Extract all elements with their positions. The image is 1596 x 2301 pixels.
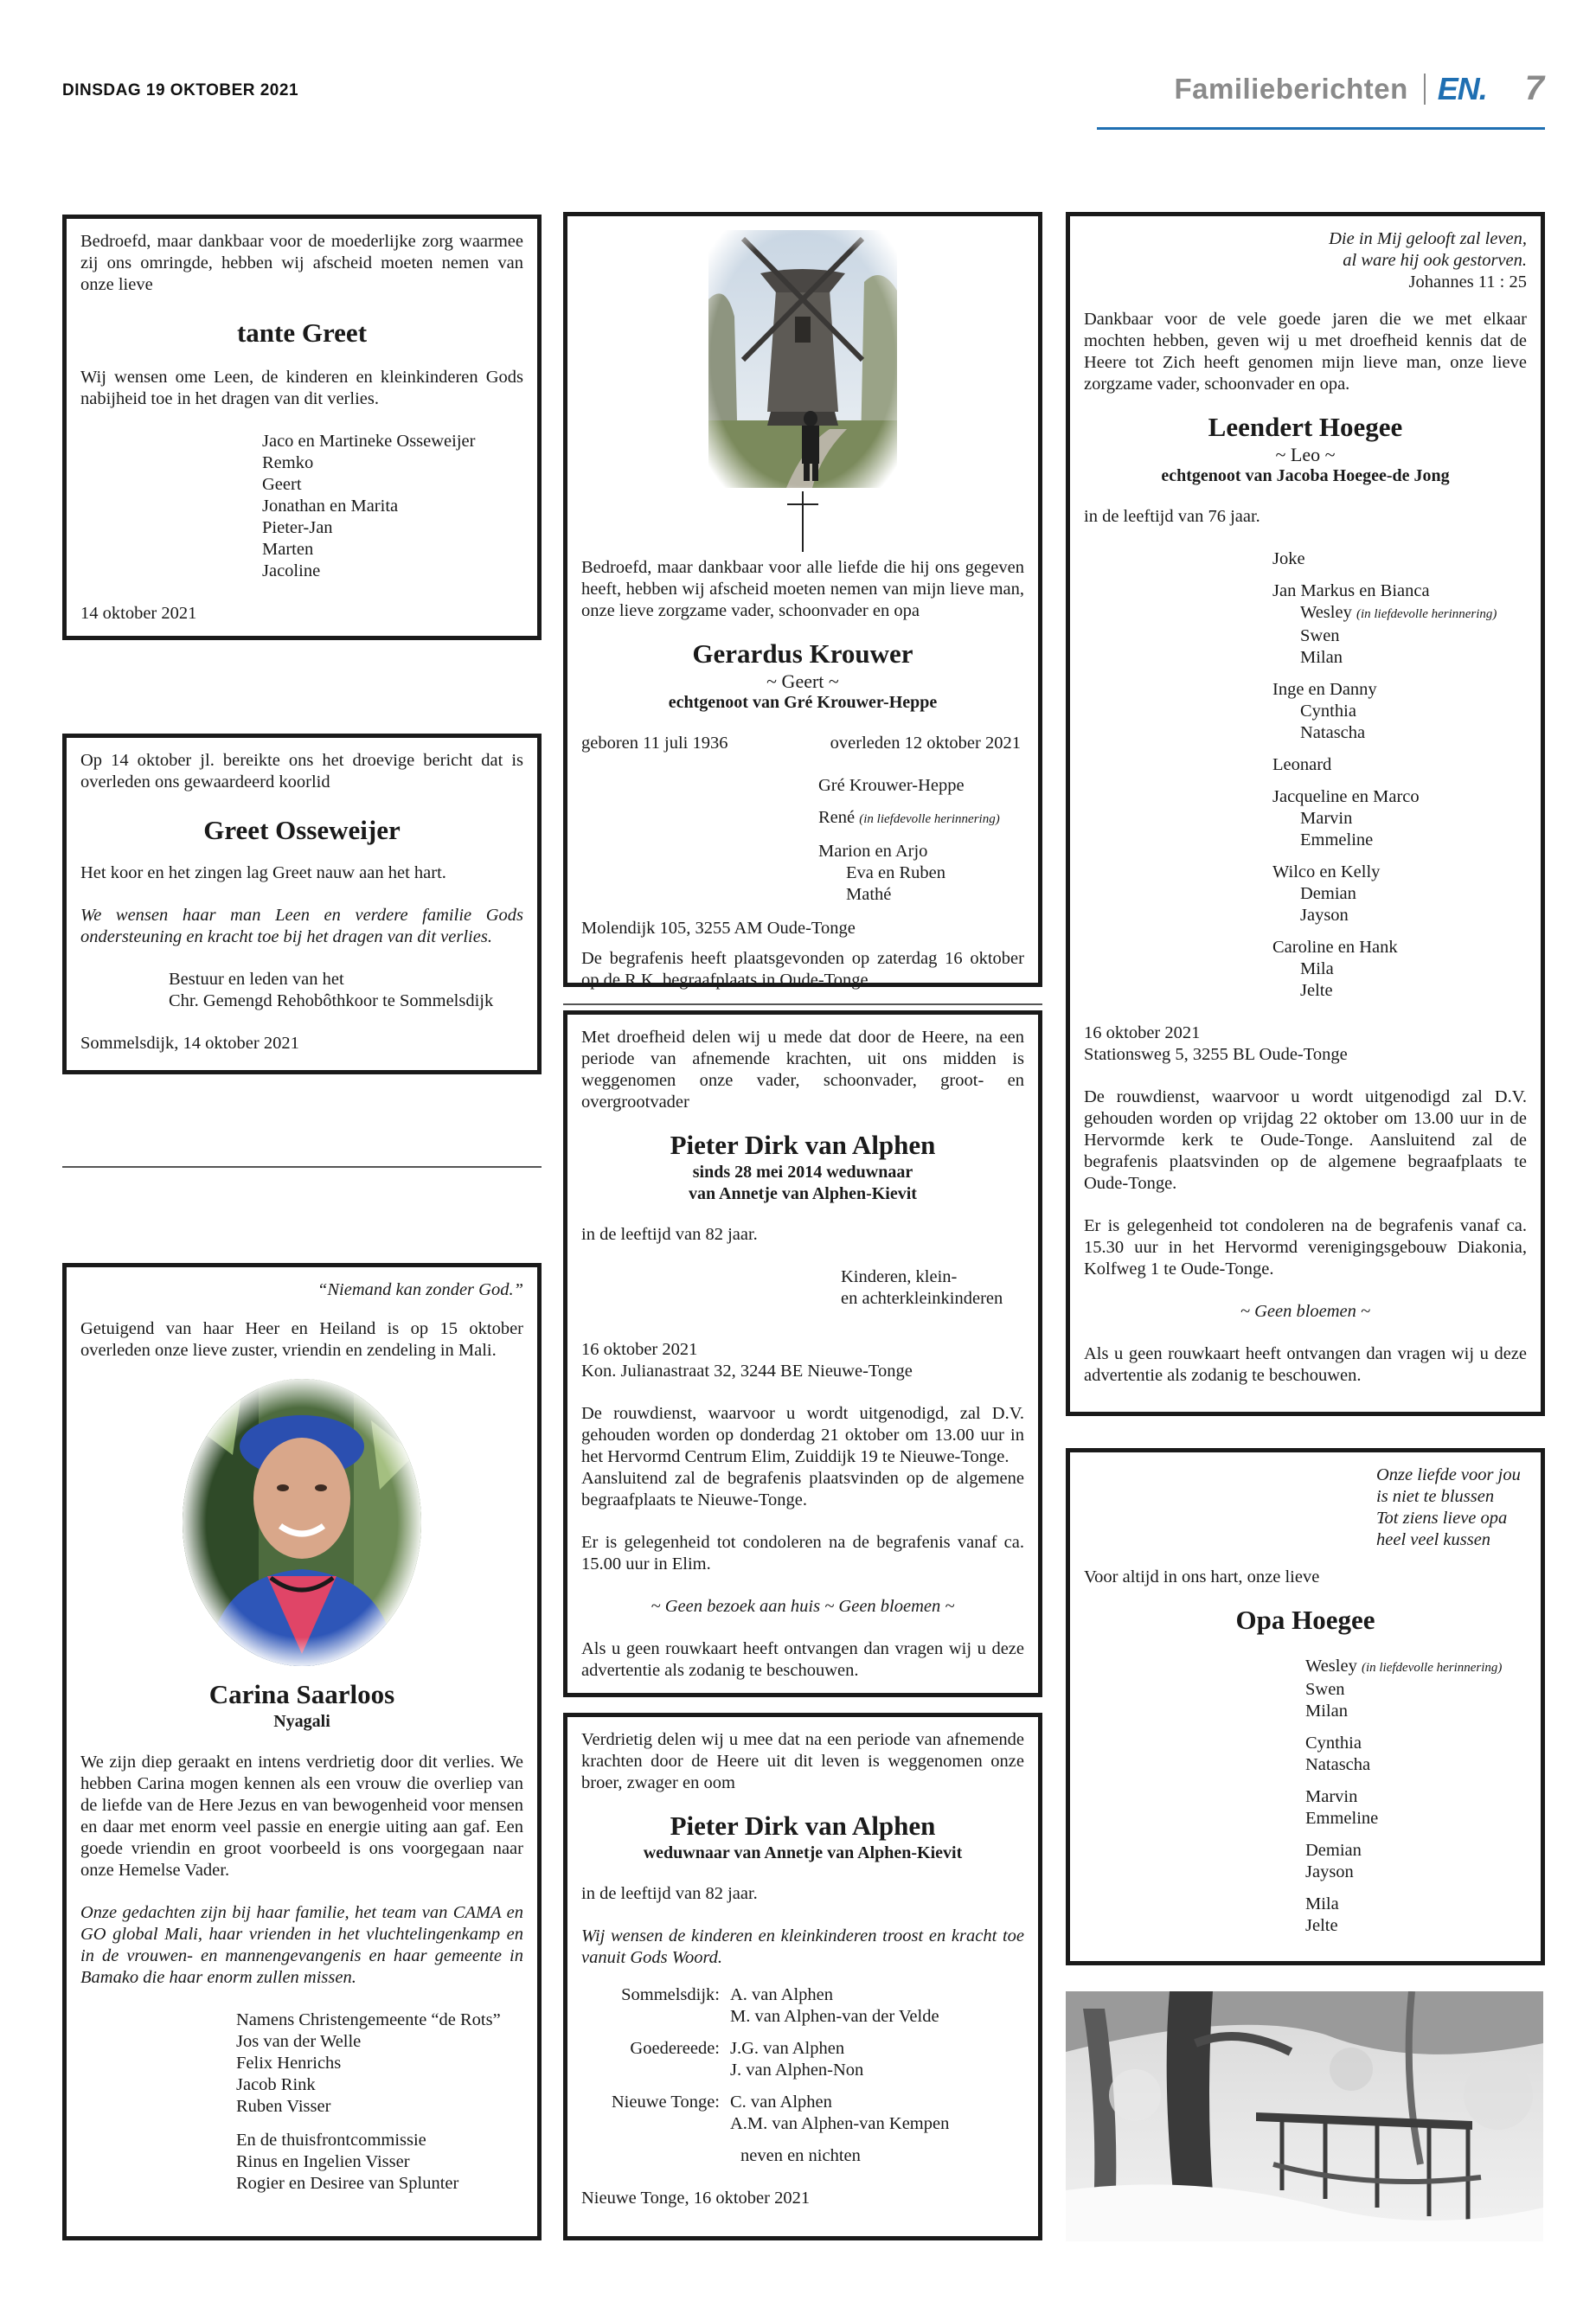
family-member: Cynthia <box>1300 702 1356 721</box>
deceased-nickname: Nyagali <box>273 1712 330 1731</box>
signature-line: Chr. Gemengd Rehobôthkoor te Sommelsdijk <box>169 991 494 1010</box>
grandchild-name: Wesley <box>1305 1657 1357 1676</box>
grandchild <box>1305 1656 1527 1679</box>
family-member: Natascha <box>1300 723 1366 742</box>
family-member: C. van Alphen <box>730 2093 832 2112</box>
funeral-info: De begrafenis heeft plaatsgevonden op zaterdag 16 oktober op de R.K. begraafplaats in Oude-Tonge. <box>581 949 1024 990</box>
deceased-nickname: ~ Geert ~ <box>766 670 839 692</box>
family-member: Gré Krouwer-Heppe <box>818 776 965 795</box>
widower-line: weduwnaar van Annetje van Alphen-Kievit <box>643 1843 963 1862</box>
signature-line: Rinus en Ingelien Visser <box>236 2152 410 2171</box>
grandchild: Emmeline <box>1305 1809 1379 1828</box>
family-member: Mila <box>1300 959 1334 978</box>
condolence-info: Er is gelegenheid tot condoleren na de begrafenis vanaf ca. 15.30 uur in het Hervormd verenigingsgebouw Diakonia, Kolfweg 1 te Oude-Tonge. <box>1084 1216 1527 1279</box>
grandchild: Jelte <box>1305 1916 1338 1935</box>
card-note: Als u geen rouwkaart heeft ontvangen dan vragen wij u deze advertentie als zodanig te beschouwen. <box>1084 1344 1527 1385</box>
notice-place-date: Nieuwe Tonge, 16 oktober 2021 <box>581 2189 811 2208</box>
family-member: Jaco en Martineke Osseweijer <box>262 432 476 451</box>
notice-date: 14 oktober 2021 <box>80 604 197 623</box>
card-note: Als u geen rouwkaart heeft ontvangen dan vragen wij u deze advertentie als zodanig te beschouwen. <box>581 1639 1024 1680</box>
publication-logo[interactable]: EN. <box>1437 70 1487 106</box>
family-list <box>80 431 523 582</box>
signature <box>80 2009 523 2195</box>
family-group <box>581 1984 1024 2028</box>
family-member: A. van Alphen <box>730 1985 833 2004</box>
born-date: geboren 11 juli 1936 <box>581 734 728 753</box>
notice-intro: Getuigend van haar Heer en Heiland is op 15 oktober overleden onze lieve zuster, vriendin en zendeling in Mali. <box>80 1319 523 1360</box>
signature-line: Felix Henrichs <box>236 2054 342 2073</box>
bible-verse-ref: Johannes 11 : 25 <box>1408 272 1527 292</box>
poem-line: Tot ziens lieve opa <box>1376 1509 1508 1528</box>
signature-line: Namens Christengemeente “de Rots” <box>236 2010 501 2029</box>
family-member: Jacoline <box>262 561 321 580</box>
notice-pieter-2 <box>563 1713 1042 2240</box>
family-place: Nieuwe Tonge: <box>611 2093 720 2112</box>
poem-line: heel veel kussen <box>1376 1530 1491 1549</box>
nephews-line: neven en nichten <box>740 2146 861 2165</box>
family-member: M. van Alphen-van der Velde <box>730 2007 939 2026</box>
memory-note: (in liefdevolle herinnering) <box>1361 1661 1503 1675</box>
notice-wish: Wij wensen ome Leen, de kinderen en kleinkinderen Gods nabijheid toe in het dragen van dit verlies. <box>80 368 523 408</box>
deceased-name: Leendert Hoegee <box>1208 412 1403 442</box>
age-line: in de leeftijd van 82 jaar. <box>581 1225 758 1244</box>
family-member: Demian <box>1300 884 1356 903</box>
family-member: Swen <box>1300 626 1340 645</box>
bible-verse-line: Die in Mij gelooft zal leven, <box>1329 229 1527 248</box>
deceased-name: tante Greet <box>236 317 368 348</box>
deceased-name: Pieter Dirk van Alphen <box>670 1811 936 1841</box>
age-line: in de leeftijd van 82 jaar. <box>581 1884 758 1903</box>
signature-line: Ruben Visser <box>236 2097 331 2116</box>
notice-intro: Op 14 oktober jl. bereikte ons het droevige bericht dat is overleden ons gewaardeerd koorlid <box>80 751 523 792</box>
signature-line: En de thuisfrontcommissie <box>236 2131 426 2150</box>
notice-wish: Wij wensen de kinderen en kleinkinderen troost en kracht toe vanuit Gods Woord. <box>581 1926 1024 1967</box>
page-number: 7 <box>1524 69 1544 107</box>
family-member: Eva en Ruben <box>846 863 945 882</box>
condolence-info: Er is gelegenheid tot condoleren na de begrafenis vanaf ca. 15.00 uur in Elim. <box>581 1533 1024 1574</box>
notice-text: Het koor en het zingen lag Greet nauw aan het hart. <box>80 863 446 882</box>
family-head: Leonard <box>1272 755 1332 774</box>
grandchildren-list <box>1084 1656 1527 1937</box>
signature <box>80 969 523 1012</box>
family-head: Inge en Danny <box>1272 680 1377 699</box>
family-member: Mathé <box>846 885 892 904</box>
notice-opa-hoegee <box>1066 1448 1545 1965</box>
family-list <box>1084 548 1527 1002</box>
family-groups <box>581 1984 1024 2167</box>
grandchild: Demian <box>1305 1841 1362 1860</box>
grandchild: Cynthia <box>1305 1734 1362 1753</box>
memory-note: (in liefdevolle herinnering) <box>859 812 1000 826</box>
windmill-photo <box>708 230 897 488</box>
notice-intro: Verdrietig delen wij u mee dat na een periode van afnemende krachten door de Heere uit dit leven is weggenomen onze broer, zwager en oom <box>581 1730 1024 1792</box>
notice-intro: Voor altijd in ons hart, onze lieve <box>1084 1567 1320 1586</box>
notice-gerardus <box>563 212 1042 990</box>
notice-greet-choir <box>62 734 542 1074</box>
deceased-name: Pieter Dirk van Alphen <box>670 1130 936 1160</box>
family-head: Wilco en Kelly <box>1272 862 1381 881</box>
grandchild: Jayson <box>1305 1862 1354 1881</box>
widower-line: van Annetje van Alphen-Kievit <box>689 1184 917 1203</box>
family-member: Jonathan en Marita <box>262 497 399 516</box>
family-member: Marion en Arjo <box>818 842 928 861</box>
service-info: De rouwdienst, waarvoor u wordt uitgenodigd, zal D.V. gehouden worden op donderdag 21 oktober om 13.00 uur in het Hervormd Centrum Elim, Zuiddijk 19 te Nieuwe-Tonge. <box>581 1404 1024 1466</box>
signature-line: Jos van der Welle <box>236 2032 362 2051</box>
header-rule <box>1097 127 1545 130</box>
age-line: in de leeftijd van 76 jaar. <box>1084 507 1260 526</box>
family-member-name: René <box>818 808 856 827</box>
family-group <box>581 2038 1024 2081</box>
winter-landscape-image <box>1066 1991 1543 2241</box>
poem-line: Onze liefde voor jou <box>1376 1465 1521 1484</box>
no-flowers-note: ~ Geen bloemen ~ <box>1240 1302 1371 1321</box>
poem-line: is niet te blussen <box>1376 1487 1495 1506</box>
spouse-line: echtgenoot van Jacoba Hoegee-de Jong <box>1161 466 1450 485</box>
notice-pieter-1 <box>563 1010 1042 1697</box>
address: Kon. Julianastraat 32, 3244 BE Nieuwe-Tonge <box>581 1362 913 1381</box>
family-member: Pieter-Jan <box>262 518 333 537</box>
deceased-name: Greet Osseweijer <box>203 815 401 845</box>
family-member: Emmeline <box>1300 830 1374 849</box>
bible-verse-line: al ware hij ook gestorven. <box>1343 251 1527 270</box>
notice-intro: Met droefheid delen wij u mede dat door de Heere, na een periode van afnemende krachten, uit ons midden is weggenomen onze vader, schoonvader, groot- en overgrootvader <box>581 1028 1024 1112</box>
family-member: J. van Alphen-Non <box>730 2061 864 2080</box>
family-member: Geert <box>262 475 302 494</box>
cross-icon <box>785 491 820 552</box>
family-list <box>581 1266 1024 1310</box>
grandchild: Marvin <box>1305 1787 1358 1806</box>
column-separator <box>62 1166 542 1168</box>
deceased-name: Opa Hoegee <box>1235 1605 1375 1635</box>
header-divider <box>1424 74 1426 105</box>
signature-line: Bestuur en leden van het <box>169 970 344 989</box>
family-head: Joke <box>1272 549 1305 568</box>
family-member: A.M. van Alphen-van Kempen <box>730 2114 950 2133</box>
notice-date: 16 oktober 2021 <box>1084 1023 1201 1042</box>
notice-thoughts: Onze gedachten zijn bij haar familie, het team van CAMA en GO global Mali, haar vrienden in het vluchtelingenkamp en in de vrouwen- en mannengevangenis en haar gemeente in Bamako die haar enorm zullen missen. <box>80 1903 523 1987</box>
spouse-line: echtgenoot van Gré Krouwer-Heppe <box>668 693 938 712</box>
deceased-name: Carina Saarloos <box>208 1679 395 1709</box>
family-place: Sommelsdijk: <box>621 1985 720 2004</box>
address: Molendijk 105, 3255 AM Oude-Tonge <box>581 919 856 938</box>
portrait-photo <box>181 1377 423 1668</box>
grandchild: Milan <box>1305 1702 1348 1721</box>
service-info: De rouwdienst, waarvoor u wordt uitgenodigd zal D.V. gehouden worden op vrijdag 22 oktober om 13.00 uur in de Hervormde kerk te Oude-Tonge. Aansluitend zal de begrafenis plaatsvinden op de algemene begraafplaats te Oude-Tonge. <box>1084 1087 1527 1193</box>
family-member: Marten <box>262 540 314 559</box>
grandchild: Mila <box>1305 1894 1339 1913</box>
notice-intro: Bedroefd, maar dankbaar voor alle liefde die hij ons gegeven heeft, hebben wij afscheid moeten nemen van mijn lieve man, onze lieve zorgzame vader, schoonvader en opa <box>581 558 1024 620</box>
signature-line: Rogier en Desiree van Splunter <box>236 2174 459 2193</box>
notice-greet-family <box>62 215 542 640</box>
family-place: Goedereede: <box>630 2039 720 2058</box>
notice-place-date: Sommelsdijk, 14 oktober 2021 <box>80 1034 299 1053</box>
family-member: Milan <box>1300 648 1343 667</box>
burial-info: Aansluitend zal de begrafenis plaatsvinden op de algemene begraafplaats te Nieuwe-Tonge. <box>581 1469 1024 1509</box>
family-member-name: Wesley <box>1300 603 1352 622</box>
life-dates <box>581 733 1024 754</box>
family-member: J.G. van Alphen <box>730 2039 845 2058</box>
family-list <box>581 775 1024 906</box>
family-head: Jan Markus en Bianca <box>1272 581 1430 600</box>
family-member: Jayson <box>1300 906 1349 925</box>
family-head: Caroline en Hank <box>1272 938 1398 957</box>
notice-intro: Bedroefd, maar dankbaar voor de moederlijke zorg waarmee zij ons omringde, hebben wij afscheid moeten nemen van onze lieve <box>80 232 523 294</box>
family-member: Jelte <box>1300 981 1333 1000</box>
notice-intro: Dankbaar voor de vele goede jaren die we met elkaar mochten hebben, geven wij u met droefheid kennis dat de Heere tot Zich heeft genomen mijn lieve man, onze lieve zorgzame vader, schoonvader en opa. <box>1084 310 1527 394</box>
grandchild: Swen <box>1305 1680 1345 1699</box>
grandchild: Natascha <box>1305 1755 1371 1774</box>
family-member: Marvin <box>1300 809 1353 828</box>
family-member <box>818 807 1024 830</box>
family-head: Jacqueline en Marco <box>1272 787 1420 806</box>
deceased-name: Gerardus Krouwer <box>692 638 913 669</box>
deceased-nickname: ~ Leo ~ <box>1275 444 1336 465</box>
notice-leendert <box>1066 212 1545 1416</box>
notice-wish: We wensen haar man Leen en verdere familie Gods ondersteuning en kracht toe bij het dragen van dit verlies. <box>80 906 523 946</box>
poem <box>1084 1465 1527 1551</box>
notice-text: We zijn diep geraakt en intens verdrietig door dit verlies. We hebben Carina mogen kennen als een vrouw die overliep van de liefde van de Here Jezus en van bewogenheid voor mensen en daar met enorm veel passie en energie uiting aan gaf. Een goede vriendin en groot voorbeeld is ons voorgegaan naar onze Hemelse Vader. <box>80 1753 523 1880</box>
notice-carina <box>62 1263 542 2240</box>
family-member <box>1272 602 1527 625</box>
notice-quote: “Niemand kan zonder God.” <box>317 1280 523 1299</box>
family-group <box>581 2092 1024 2135</box>
family-member: Kinderen, klein- <box>841 1267 958 1286</box>
widower-line: sinds 28 mei 2014 weduwnaar <box>692 1163 913 1182</box>
memory-note: (in liefdevolle herinnering) <box>1356 607 1497 621</box>
no-visit-note: ~ Geen bezoek aan huis ~ Geen bloemen ~ <box>651 1597 955 1616</box>
page-header <box>1174 69 1544 108</box>
signature-line: Jacob Rink <box>236 2075 316 2094</box>
column-separator <box>563 1003 1042 1005</box>
family-member: en achterkleinkinderen <box>841 1289 1003 1308</box>
issue-date: DINSDAG 19 OKTOBER 2021 <box>62 81 299 99</box>
address: Stationsweg 5, 3255 BL Oude-Tonge <box>1084 1045 1348 1064</box>
death-date: overleden 12 oktober 2021 <box>830 734 1021 753</box>
notice-date: 16 oktober 2021 <box>581 1340 698 1359</box>
family-member: Remko <box>262 453 314 472</box>
section-title: Familieberichten <box>1174 72 1408 105</box>
